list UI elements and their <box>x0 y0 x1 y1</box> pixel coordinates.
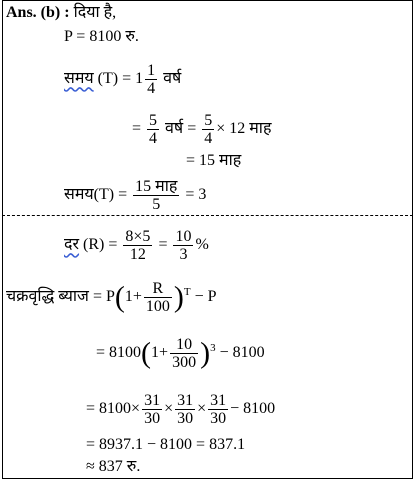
frac-num: R <box>144 280 172 298</box>
time-convert-line <box>132 112 271 147</box>
ci-substitute-line <box>96 336 265 371</box>
answer-label: Ans. (b) : <box>6 4 70 21</box>
frac-num: 15 माह <box>135 178 178 195</box>
year-unit: वर्ष <box>165 120 184 138</box>
eq-sign: = <box>187 120 197 138</box>
exponent-t: T <box>183 285 191 298</box>
fraction-31-30 <box>208 392 228 427</box>
frac-den: 3 <box>179 246 188 263</box>
frac-den: 5 <box>152 196 161 213</box>
frac-den: 300 <box>172 354 197 371</box>
eq-8100: = 8100 <box>96 344 142 362</box>
equals-three: = 3 <box>185 186 207 204</box>
frac-num: 1 <box>147 62 156 79</box>
rate-line <box>64 228 209 263</box>
frac-num: 5 <box>149 112 158 129</box>
frac-den: 4 <box>149 130 158 147</box>
fraction-5-4 <box>202 112 214 147</box>
exponent-3: 3 <box>210 341 216 354</box>
one-plus: 1+ <box>124 288 142 306</box>
frac-num: 31 <box>144 392 161 409</box>
frac-den: 30 <box>144 410 161 427</box>
time-years-line <box>64 178 206 213</box>
frac-den: 100 <box>145 298 170 315</box>
time-label: समय <box>64 70 94 88</box>
ci-approx-line: ≈ 837 रु. <box>86 458 141 475</box>
open-paren: ( <box>141 336 152 370</box>
frac-num: 31 <box>210 392 227 409</box>
times-sign: × <box>164 400 174 418</box>
time-label-t: समय(T) = <box>64 186 128 204</box>
frac-num: 8×5 <box>125 228 151 245</box>
principal-line: P = 8100 रु. <box>64 28 139 45</box>
eq-sign: = <box>158 236 168 254</box>
open-paren: ( <box>114 280 125 314</box>
percent-sign: % <box>195 236 209 254</box>
ci-formula-line <box>6 280 217 315</box>
fraction-31-30 <box>142 392 162 427</box>
eq-p: = P <box>92 288 115 306</box>
frac-num: 10 <box>175 228 192 245</box>
section-divider <box>2 215 413 216</box>
ci-result-line: = 8937.1 − 8100 = 837.1 <box>86 436 246 453</box>
time-fraction <box>145 62 157 97</box>
times-sign: × <box>131 400 141 418</box>
one-plus: 1+ <box>151 344 169 362</box>
frac-num: 31 <box>177 392 194 409</box>
fraction-31-30 <box>175 392 195 427</box>
frac-den: 30 <box>210 410 227 427</box>
time-var: (T) = 1 <box>97 70 144 88</box>
close-paren: ) <box>200 336 211 370</box>
fraction-40-12 <box>123 228 152 263</box>
given-text: दिया है, <box>73 4 117 21</box>
frac-den: 4 <box>147 80 156 97</box>
minus-p: − P <box>194 288 217 306</box>
fraction-10-3 <box>173 228 193 263</box>
fraction-r-100 <box>144 280 172 315</box>
frac-den: 12 <box>129 246 146 263</box>
time-line <box>64 62 181 97</box>
minus-8100: − 8100 <box>219 344 265 362</box>
fraction-10-300 <box>170 336 198 371</box>
answer-header <box>6 4 116 22</box>
times-sign: × <box>197 400 207 418</box>
frac-num: 5 <box>204 112 213 129</box>
eq-8100: = 8100 <box>86 400 132 418</box>
fraction-5-4 <box>147 112 159 147</box>
frac-den: 4 <box>204 130 213 147</box>
frac-num: 10 <box>170 336 198 354</box>
rate-var: (R) = <box>83 236 118 254</box>
year-unit: वर्ष <box>163 70 182 88</box>
fifteen-months-line: = 15 माह <box>186 152 242 169</box>
minus-8100: − 8100 <box>230 400 276 418</box>
close-paren: ) <box>173 280 184 314</box>
ci-label: चक्रवृद्धि ब्याज <box>6 288 89 306</box>
fraction-15-5 <box>133 178 179 213</box>
rate-label: दर <box>64 236 80 254</box>
ci-product-line <box>86 392 275 427</box>
frac-den: 30 <box>177 410 194 427</box>
times-12-month: × 12 माह <box>216 120 272 138</box>
eq-sign: = <box>132 120 142 138</box>
